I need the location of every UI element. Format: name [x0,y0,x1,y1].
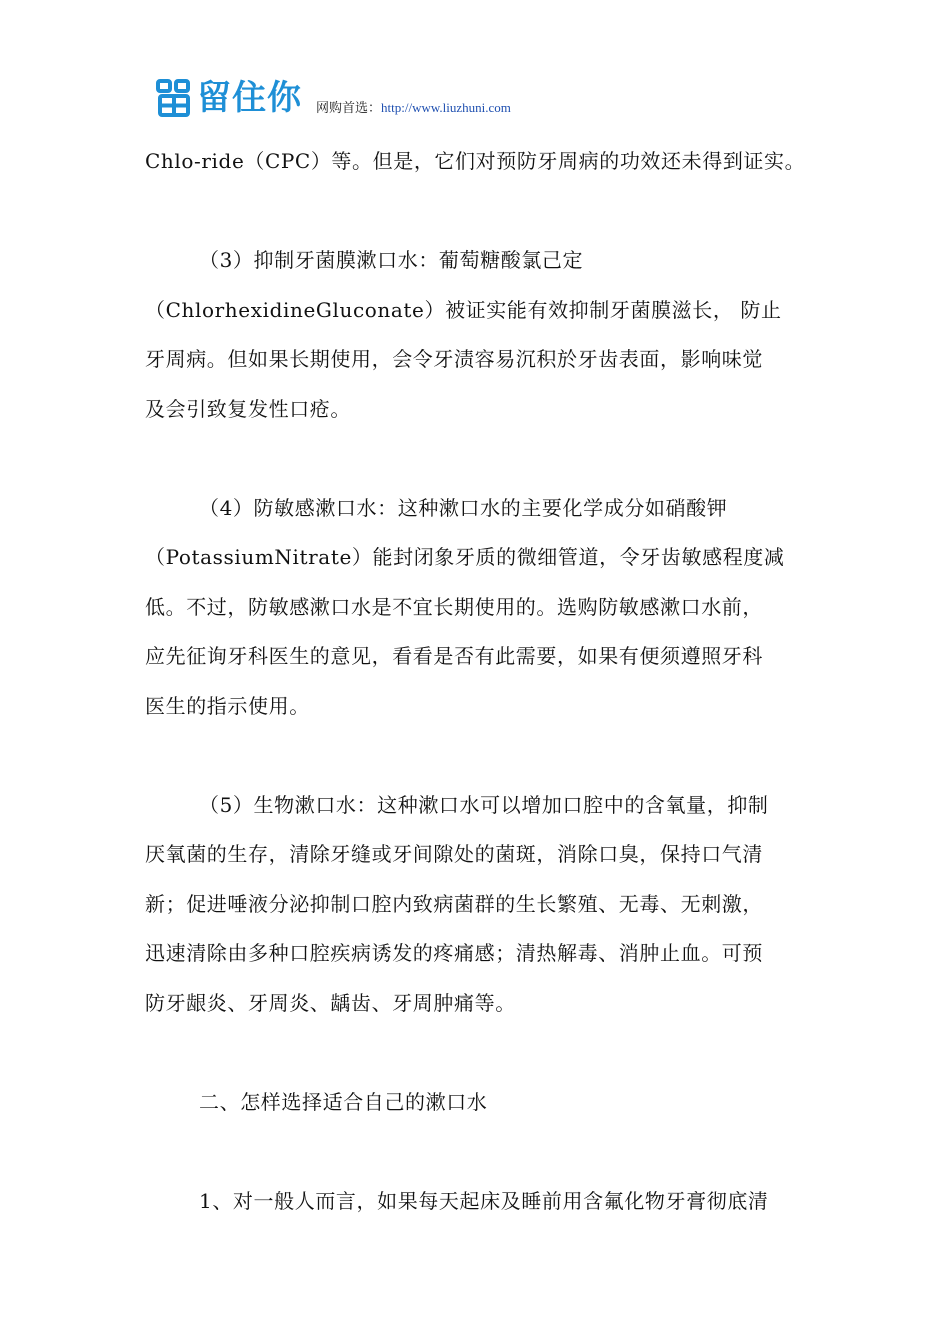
tagline-url-link[interactable]: http://www.liuzhuni.com [381,100,511,115]
paragraph-gap [145,731,810,781]
document-body [145,137,810,1226]
paragraph-gap [145,434,810,484]
text-line: 牙周病。但如果长期使用，会令牙渍容易沉积於牙齿表面，影响味觉 [145,347,763,371]
text-line: （3）抑制牙菌膜漱口水：葡萄糖酸氯己定 [199,248,584,272]
text-line: 医生的指示使用。 [145,693,310,718]
paragraph-gap [145,1127,810,1177]
paragraph-gap [145,187,810,237]
tagline-label: 网购首选： [316,100,382,115]
page-header [155,70,511,120]
text-line: 防牙龈炎、牙周炎、龋齿、牙周肿痛等。 [145,990,516,1015]
text-line: （4）防敏感漱口水：这种漱口水的主要化学成分如硝酸钾 [199,495,728,520]
text-line: 新；促进唾液分泌抑制口腔内致病菌群的生长繁殖、无毒、无刺激， [145,891,763,916]
text-line: （ChlorhexidineGluconate）被证实能有效抑制牙菌膜滋长， 防止 [145,297,782,322]
text-line: 1、对一般人而言，如果每天起床及睡前用含氟化物牙膏彻底清 [199,1188,769,1213]
logo-text: 留住你 [197,78,302,118]
text-line: 迅速清除由多种口腔疾病诱发的疼痛感；清热解毒、消肿止血。可预 [145,941,763,965]
text-line: 及会引致复发性口疮。 [145,396,351,421]
logo-mark-icon [155,78,193,118]
text-line: 应先征询牙科医生的意见，看看是否有此需要，如果有便须遵照牙科 [145,644,763,668]
paragraph-gap [145,1028,810,1078]
section-heading: 二、怎样选择适合自己的漱口水 [199,1089,488,1114]
text-line: 低。不过，防敏感漱口水是不宜长期使用的。选购防敏感漱口水前， [145,594,763,619]
site-logo[interactable] [155,76,302,120]
text-line: 厌氧菌的生存，清除牙缝或牙间隙处的菌斑，消除口臭，保持口气清 [145,842,763,866]
tagline [316,97,511,116]
text-line: （5）生物漱口水：这种漱口水可以增加口腔中的含氧量，抑制 [199,792,769,817]
text-line: （PotassiumNitrate）能封闭象牙质的微细管道，令牙齿敏感程度减 [145,545,785,569]
text-line: Chlo-ride（CPC）等。但是，它们对预防牙周病的功效还未得到证实。 [145,149,806,173]
